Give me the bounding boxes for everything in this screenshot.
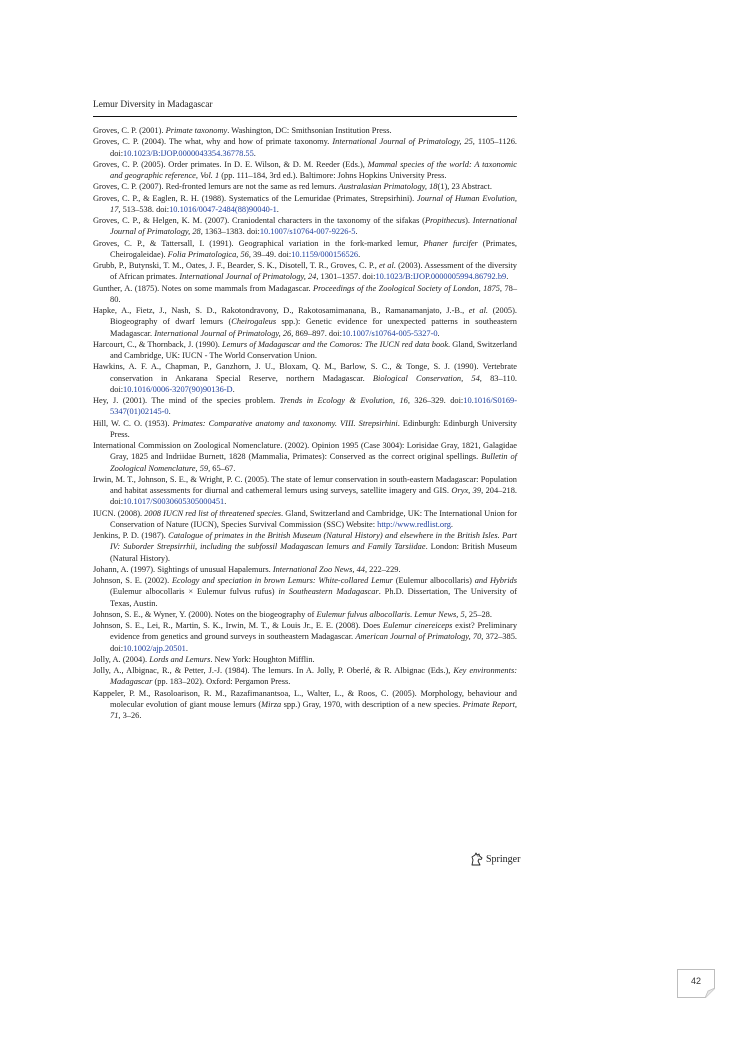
springer-horse-icon — [470, 852, 484, 866]
reference-text: (Eulemur albocollaris) — [392, 576, 475, 585]
reference-text: , 83–110. doi: — [110, 373, 517, 394]
reference-entry — [93, 620, 517, 654]
reference-entry — [93, 609, 517, 620]
reference-entry — [93, 418, 517, 441]
reference-italic: International Journal of Primatology, 25 — [332, 137, 473, 147]
reference-italic: Biological Conservation, 54 — [372, 373, 480, 383]
reference-text: . — [276, 204, 279, 214]
reference-text: . — [224, 497, 227, 507]
reference-text: (pp. 111–184, 3rd ed.). Baltimore: Johns Hopkins University Press. — [219, 171, 447, 180]
reference-italic: Primates: Comparative anatomy and taxonomy. VIII. Strepsirhini — [172, 418, 398, 428]
page-number: 42 — [690, 976, 701, 986]
reference-entry — [93, 260, 517, 283]
reference-text: , 1301–1357. doi: — [316, 272, 376, 282]
reference-text: Irwin, M. T., Johnson, S. E., & Wright, P. C. (2005). The state of lemur conservation in south-eastern Madagascar: Population and habitat assessments for diurnal and cathemeral lemurs using surveys, satellite imagery and GIS. — [93, 474, 517, 495]
reference-italic: International Journal of Primatology, 28 — [110, 216, 517, 237]
reference-text: Grubb, P., Butynski, T. M., Oates, J. F., Bearder, S. K., Disotell, T. R., Groves, C. P., — [93, 261, 380, 270]
reference-entry — [93, 125, 517, 136]
reference-entry — [93, 193, 517, 216]
reference-text: Jenkins, P. D. (1987). — [93, 531, 169, 540]
reference-text: (2005). Biogeography of dwarf lemurs ( — [110, 306, 517, 327]
reference-link[interactable]: http://www.redlist.org — [377, 519, 451, 529]
reference-italic: Proceedings of the Zoological Society of London, 1875 — [312, 283, 500, 293]
reference-text: Hill, W. C. O. (1953). — [93, 418, 173, 428]
reference-text: Groves, C. P. (2004). The what, why and how of primate taxonomy. — [93, 137, 333, 147]
reference-entry — [93, 654, 517, 665]
reference-text: , 513–538. doi: — [118, 204, 170, 214]
publisher-logo — [470, 852, 520, 866]
reference-entry — [93, 339, 517, 362]
reference-italic: Ecology and speciation in brown Lemurs: White-collared Lemur — [171, 576, 393, 585]
reference-text: Hey, J. (2001). The mind of the species problem. — [93, 396, 280, 405]
reference-text: . — [232, 384, 235, 394]
reference-entry — [93, 665, 517, 688]
reference-text: , 1363–1383. doi: — [200, 227, 260, 237]
reference-link[interactable]: 10.1002/ajp.20501 — [123, 643, 186, 653]
reference-text: . Washington, DC: Smithsonian Institution Press. — [227, 126, 392, 135]
reference-text: . — [185, 643, 188, 653]
reference-entry — [93, 215, 517, 238]
reference-text: , 372–385. doi: — [110, 632, 517, 653]
reference-italic: Mirza — [261, 699, 282, 709]
reference-text: International Commission on Zoological Nomenclature. (2002). Opinion 1995 (Case 3004): Lorisidae Gray, 1821, Galagidae Gray, 1825 and Indriidae Burnett, 1828 (Mammalia, Primates): Conserved as the correct original spellings. — [93, 441, 517, 462]
reference-text: Groves, C. P. (2007). Red-fronted lemurs are not the same as red lemurs. — [93, 182, 339, 192]
reference-entry — [93, 238, 517, 261]
reference-entry — [93, 474, 517, 508]
reference-text: , 65–67. — [208, 463, 236, 473]
reference-text: (1), 23 Abstract. — [437, 182, 492, 192]
reference-text: Kappeler, P. M., Rasoloarison, R. M., Razafimanantsoa, L., Walter, L., & Roos, C. (2005). Morphology, behaviour and molecular evolution of giant mouse lemurs ( — [93, 688, 517, 709]
reference-italic: Lords and Lemurs — [149, 654, 211, 664]
reference-entry — [93, 440, 517, 474]
running-head: Lemur Diversity in Madagascar — [93, 100, 213, 110]
reference-link[interactable]: 10.1016/S0169-5347(01)02145-0 — [110, 396, 517, 417]
reference-text: . — [506, 272, 509, 282]
reference-entry — [93, 283, 517, 306]
reference-italic: International Journal of Primatology, 24 — [179, 272, 317, 282]
reference-text: . London: British Museum (Natural History). — [110, 542, 517, 563]
reference-italic: Lemurs of Madagascar and the Comoros: The IUCN red data book — [222, 339, 449, 349]
reference-text: (2003). Assessment of the diversity of African primates. — [110, 261, 517, 282]
reference-entry — [93, 136, 517, 159]
reference-italic: Lemur News, 5 — [414, 609, 465, 619]
reference-italic: Propithecus — [424, 216, 466, 225]
reference-text: , 25–28. — [464, 609, 492, 619]
reference-list — [93, 125, 517, 721]
reference-link[interactable]: 10.1007/s10764-005-5327-0 — [341, 328, 438, 338]
reference-text: ). — [465, 216, 473, 225]
reference-italic: Mammal species of the world: A taxonomic and geographic reference, Vol. 1 — [110, 159, 517, 180]
reference-italic: American Journal of Primatology, 70 — [355, 632, 482, 642]
reference-text: , 3–26. — [118, 711, 142, 720]
reference-text: , 39–49. doi: — [248, 249, 292, 259]
reference-text: Harcourt, C., & Thornback, J. (1990). — [93, 339, 223, 349]
reference-text: . Ph.D. Dissertation, The University of Texas, Austin. — [110, 587, 517, 608]
reference-text: Groves, C. P., & Helgen, K. M. (2007). Craniodental characters in the taxonomy of the sifakas ( — [93, 216, 425, 225]
reference-text: . Edinburgh: Edinburgh University Press. — [110, 418, 517, 439]
reference-text: Jolly, A., Albignac, R., & Petter, J.-J. (1984). The lemurs. In A. Jolly, P. Oberlé, & R. Albignac (Eds.), — [93, 666, 454, 675]
reference-italic: Trends in Ecology & Evolution, 16 — [279, 396, 408, 405]
reference-text: , 1105–1126. doi: — [110, 137, 517, 158]
reference-italic: Bulletin of Zoological Nomenclature, 59 — [110, 452, 517, 473]
reference-italic: Journal of Human Evolution, 17 — [110, 193, 517, 214]
reference-text: . New York: Houghton Mifflin. — [210, 654, 315, 664]
reference-entry — [93, 575, 517, 609]
reference-text: . — [450, 519, 453, 529]
publisher-name: Springer — [486, 853, 521, 865]
reference-text: (Eulemur albocollaris × Eulemur fulvus rufus) — [110, 587, 279, 597]
reference-italic: Phaner furcifer — [423, 238, 478, 248]
reference-text: Hapke, A., Fietz, J., Nash, S. D., Rakotondravony, D., Rakotosamimanana, B., Ramanamanjato, J.-B., — [93, 306, 469, 315]
reference-text: , 869–897. doi: — [291, 328, 342, 338]
reference-text: IUCN. (2008). — [93, 508, 145, 518]
reference-entry — [93, 181, 517, 192]
reference-link[interactable]: 10.1017/S0030605305000451 — [123, 497, 225, 507]
reference-text: . — [358, 249, 361, 259]
reference-italic: Eulemur cinereiceps — [382, 621, 453, 630]
reference-entry — [93, 530, 517, 564]
reference-italic: Folia Primatologica, 56 — [167, 249, 249, 259]
reference-entry — [93, 361, 517, 395]
reference-italic: Primate taxonomy — [165, 126, 228, 135]
reference-link[interactable]: 10.1016/0006-3207(90)90136-D — [123, 384, 233, 394]
reference-entry — [93, 159, 517, 182]
reference-text: . Gland, Switzerland and Cambridge, UK: IUCN - The World Conservation Union. — [110, 339, 517, 360]
reference-italic: Catalogue of primates in the British Museum (Natural History) and elsewhere in the British Isles. Part IV: Suborder Strepsirrhii, including the subfossil Madagascan lemurs and Family Tarsiidae — [110, 531, 517, 552]
reference-entry — [93, 508, 517, 531]
reference-italic: Cheirogaleus — [231, 317, 277, 327]
reference-text: (pp. 183–202). Oxford: Pergamon Press. — [152, 677, 291, 687]
reference-link[interactable]: 10.1023/B:IJOP.0000005994.86792.b9 — [375, 272, 507, 282]
reference-text: spp.) Gray, 1970, with description of a new species. — [281, 699, 463, 709]
reference-text: Groves, C. P. (2001). — [93, 126, 166, 135]
reference-text: . — [410, 609, 415, 619]
page-number-box — [677, 969, 715, 998]
header-rule — [93, 116, 517, 117]
reference-text: spp.): Genetic evidence for unexpected patterns in southeastern Madagascar. — [110, 317, 517, 338]
reference-entry — [93, 395, 517, 418]
reference-link[interactable]: 10.1016/0047-2484(88)90040-1 — [169, 204, 277, 214]
reference-italic: et al. — [468, 306, 488, 315]
reference-italic: Australasian Primatology, 18 — [338, 182, 438, 192]
reference-entry — [93, 305, 517, 339]
reference-italic: Primate Report, 71 — [110, 699, 518, 720]
reference-text: Groves, C. P. (2005). Order primates. In D. E. Wilson, & D. M. Reeder (Eds.), — [93, 159, 368, 169]
reference-text: , 222–229. — [364, 564, 401, 574]
reference-text: Johnson, S. E., & Wyner, Y. (2000). Notes on the biogeography of — [93, 609, 317, 619]
reference-text: Gunther, A. (1875). Notes on some mammals from Madagascar. — [93, 283, 313, 293]
reference-text: Johnson, S. E. (2002). — [93, 576, 172, 585]
reference-text: Jolly, A. (2004). — [93, 654, 150, 664]
reference-italic: International Journal of Primatology, 26 — [154, 328, 292, 338]
reference-entry — [93, 688, 517, 722]
reference-italic: 2008 IUCN red list of threatened species — [144, 508, 282, 518]
reference-text: . — [253, 148, 256, 158]
reference-entry — [93, 564, 517, 575]
reference-text: exist? Preliminary evidence from genetics and ground surveys in southeastern Madagascar. — [110, 621, 518, 642]
reference-italic: Eulemur fulvus albocollaris — [316, 609, 410, 619]
reference-text: . Gland, Switzerland and Cambridge, UK: The International Union for Conservation of Nature (IUCN), Species Survival Commission (SSC) Website: — [110, 508, 517, 529]
reference-text: , 326–329. doi: — [407, 396, 464, 405]
reference-text: Groves, C. P., & Eaglen, R. H. (1988). Systematics of the Lemuridae (Primates, Strepsirhini). — [93, 193, 417, 203]
reference-text: , 204–218. doi: — [110, 486, 517, 507]
reference-link[interactable]: 10.1159/000156526 — [291, 249, 359, 259]
reference-text: . — [355, 227, 358, 237]
reference-text: , 78–80. — [110, 283, 518, 304]
reference-italic: Key environments: Madagascar — [110, 666, 517, 687]
reference-italic: International Zoo News, 44 — [272, 564, 365, 574]
reference-link[interactable]: 10.1023/B:IJOP.0000043354.36778.55 — [123, 148, 254, 158]
reference-italic: Oryx, 39 — [451, 486, 482, 495]
reference-text: Hawkins, A. F. A., Chapman, P., Ganzhorn, J. U., Bloxam, Q. M., Barlow, S. C., & Tonge, S. J. (1990). Vertebrate conservation in Ankarana Special Reserve, northern Madagascar. — [93, 362, 517, 383]
reference-italic: in Southeastern Madagascar — [278, 587, 379, 597]
reference-text: Johnson, S. E., Lei, R., Martin, S. K., Irwin, M. T., & Louis Jr., E. E. (2008). Does — [93, 621, 383, 630]
reference-text: Groves, C. P., & Tattersall, I. (1991). Geographical variation in the fork-marked lemur, — [93, 238, 424, 248]
reference-italic: et al. — [379, 261, 396, 270]
reference-italic: and Hybrids — [474, 576, 517, 585]
reference-text: . — [168, 407, 171, 417]
reference-text: (Primates, Cheirogaleidae). — [110, 238, 517, 259]
reference-text: Johann, A. (1997). Sightings of unusual Hapalemurs. — [93, 564, 273, 574]
page-curl-icon — [705, 988, 715, 998]
reference-link[interactable]: 10.1007/s10764-007-9226-5 — [259, 227, 356, 237]
reference-text: . — [437, 328, 440, 338]
